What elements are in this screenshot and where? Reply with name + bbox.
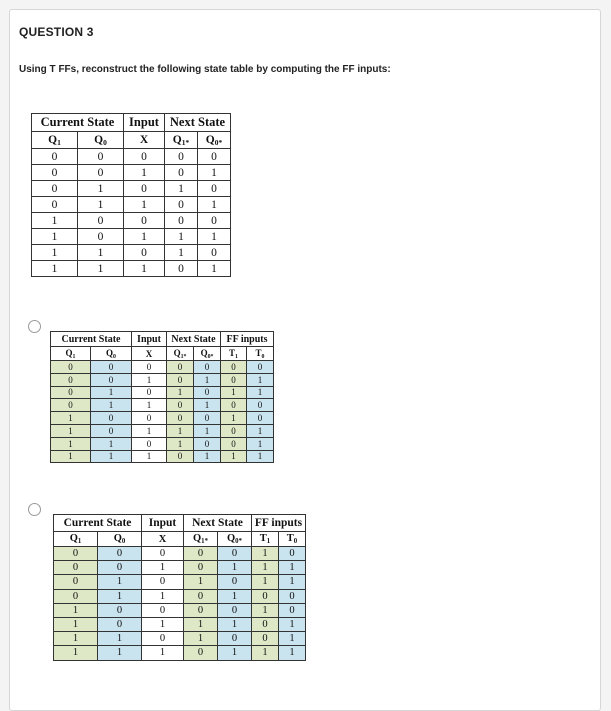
table-cell: 1 — [51, 450, 91, 463]
table-cell: 0 — [78, 229, 124, 245]
table-cell: 1 — [198, 261, 231, 277]
table-cell: 1 — [194, 373, 221, 386]
table-cell: 0 — [51, 386, 91, 399]
table-cell: 1 — [221, 412, 247, 425]
table-cell: 0 — [184, 603, 218, 617]
table-cell: 1 — [54, 603, 98, 617]
column-header: X — [142, 532, 184, 547]
table-cell: 1 — [142, 646, 184, 660]
table-row — [32, 197, 231, 213]
column-header: $Q_0$ — [91, 347, 132, 361]
table-cell: 1 — [132, 424, 167, 437]
table-cell: 1 — [51, 412, 91, 425]
table-cell: 0 — [184, 646, 218, 660]
table-cell: 0 — [221, 399, 247, 412]
table-cell: 0 — [98, 547, 142, 561]
table-cell: 0 — [32, 165, 78, 181]
table-cell: 1 — [124, 165, 165, 181]
table-cell: 1 — [184, 617, 218, 631]
table-row — [51, 450, 274, 463]
table-cell: 0 — [198, 181, 231, 197]
table-cell: 0 — [247, 412, 274, 425]
table-row — [54, 617, 306, 631]
table-cell: 1 — [247, 386, 274, 399]
table-cell: 1 — [32, 245, 78, 261]
table-row — [51, 361, 274, 374]
table-cell: 1 — [252, 561, 279, 575]
table-cell: 0 — [184, 561, 218, 575]
table-row — [54, 561, 306, 575]
table-row — [51, 373, 274, 386]
group-header-current-state: Current State — [54, 515, 142, 532]
table-cell: 0 — [98, 617, 142, 631]
table-cell: 1 — [98, 589, 142, 603]
group-header-input: Input — [124, 114, 165, 132]
table-cell: 0 — [132, 437, 167, 450]
table-cell: 0 — [194, 412, 221, 425]
table-row — [32, 261, 231, 277]
table-cell: 1 — [218, 561, 252, 575]
table-cell: 0 — [218, 603, 252, 617]
table-cell: 1 — [198, 229, 231, 245]
table-cell: 0 — [51, 373, 91, 386]
group-header-next-state: Next State — [165, 114, 231, 132]
table-cell: 0 — [279, 547, 306, 561]
table-cell: 1 — [78, 261, 124, 277]
table-row — [32, 149, 231, 165]
table-cell: 0 — [279, 589, 306, 603]
table-cell: 1 — [165, 229, 198, 245]
table-cell: 1 — [167, 386, 194, 399]
table-cell: 1 — [32, 213, 78, 229]
table-cell: 0 — [198, 245, 231, 261]
table-cell: 0 — [132, 412, 167, 425]
option-1-radio[interactable] — [28, 320, 41, 333]
table-cell: 0 — [252, 589, 279, 603]
table-cell: 1 — [51, 424, 91, 437]
table-cell: 0 — [198, 213, 231, 229]
column-header: $Q_1$ — [51, 347, 91, 361]
table-cell: 0 — [32, 181, 78, 197]
table-cell: 0 — [51, 361, 91, 374]
table-cell: 1 — [184, 575, 218, 589]
table-cell: 0 — [124, 149, 165, 165]
table-row — [51, 412, 274, 425]
table-cell: 1 — [32, 261, 78, 277]
table-cell: 0 — [91, 424, 132, 437]
table-cell: 0 — [221, 361, 247, 374]
table-cell: 1 — [198, 165, 231, 181]
table-cell: 0 — [98, 603, 142, 617]
column-header: $Q_{0*}$ — [218, 532, 252, 547]
column-header-row — [54, 532, 306, 547]
column-header-row — [32, 132, 231, 149]
option-2-body — [54, 547, 306, 661]
table-row — [51, 437, 274, 450]
table-cell: 1 — [247, 450, 274, 463]
table-cell: 1 — [124, 261, 165, 277]
table-cell: 1 — [184, 632, 218, 646]
table-cell: 0 — [279, 603, 306, 617]
table-cell: 0 — [54, 547, 98, 561]
table-cell: 1 — [252, 603, 279, 617]
table-cell: 0 — [247, 399, 274, 412]
table-cell: 1 — [78, 245, 124, 261]
table-cell: 0 — [247, 361, 274, 374]
table-cell: 0 — [194, 437, 221, 450]
table-cell: 0 — [198, 149, 231, 165]
column-header: X — [132, 347, 167, 361]
column-header: $Q_0$ — [98, 532, 142, 547]
table-cell: 1 — [132, 399, 167, 412]
table-cell: 1 — [279, 617, 306, 631]
table-cell: 1 — [54, 632, 98, 646]
table-cell: 0 — [124, 245, 165, 261]
table-cell: 0 — [167, 373, 194, 386]
column-header: $Q_{0*}$ — [194, 347, 221, 361]
table-cell: 0 — [165, 165, 198, 181]
table-cell: 1 — [132, 450, 167, 463]
table-row — [54, 547, 306, 561]
table-cell: 0 — [221, 373, 247, 386]
table-cell: 1 — [218, 646, 252, 660]
column-header: $Q_1$ — [54, 532, 98, 547]
column-header-row — [51, 347, 274, 361]
table-cell: 1 — [194, 399, 221, 412]
table-row — [51, 424, 274, 437]
group-header-ff-inputs: FF inputs — [252, 515, 306, 532]
column-header: $Q_{1*}$ — [167, 347, 194, 361]
option-2-table — [53, 514, 306, 661]
table-cell: 1 — [78, 197, 124, 213]
table-cell: 0 — [124, 181, 165, 197]
table-cell: 1 — [279, 575, 306, 589]
table-cell: 0 — [252, 617, 279, 631]
column-header: $Q_{1*}$ — [165, 132, 198, 149]
table-cell: 0 — [218, 575, 252, 589]
table-cell: 0 — [184, 589, 218, 603]
table-cell: 1 — [54, 617, 98, 631]
table-cell: 1 — [91, 450, 132, 463]
table-cell: 1 — [98, 575, 142, 589]
table-cell: 0 — [98, 561, 142, 575]
group-header-next-state: Next State — [167, 332, 221, 347]
option-2-radio[interactable] — [28, 503, 41, 516]
table-cell: 0 — [165, 213, 198, 229]
question-title: QUESTION 3 — [19, 25, 94, 39]
table-cell: 0 — [124, 213, 165, 229]
table-cell: 1 — [252, 646, 279, 660]
column-header: $Q_0$ — [78, 132, 124, 149]
table-cell: 1 — [142, 561, 184, 575]
group-header-input: Input — [132, 332, 167, 347]
state-table — [31, 113, 231, 277]
table-cell: 1 — [194, 424, 221, 437]
column-header: $T_0$ — [279, 532, 306, 547]
table-cell: 1 — [91, 399, 132, 412]
table-cell: 0 — [142, 547, 184, 561]
table-cell: 1 — [142, 589, 184, 603]
table-cell: 0 — [54, 561, 98, 575]
table-cell: 1 — [78, 181, 124, 197]
table-row — [32, 181, 231, 197]
group-header-ff-inputs: FF inputs — [221, 332, 274, 347]
table-cell: 1 — [279, 632, 306, 646]
table-cell: 0 — [54, 589, 98, 603]
table-cell: 0 — [167, 450, 194, 463]
table-cell: 0 — [221, 437, 247, 450]
option-1-table — [50, 331, 274, 463]
table-cell: 1 — [221, 450, 247, 463]
table-cell: 1 — [279, 646, 306, 660]
table-cell: 1 — [91, 437, 132, 450]
table-cell: 1 — [98, 632, 142, 646]
table-cell: 0 — [194, 361, 221, 374]
group-header-input: Input — [142, 515, 184, 532]
group-header-current-state: Current State — [51, 332, 132, 347]
table-row — [54, 575, 306, 589]
table-cell: 1 — [218, 617, 252, 631]
table-cell: 1 — [167, 424, 194, 437]
column-header: $Q_{0*}$ — [198, 132, 231, 149]
table-cell: 0 — [194, 386, 221, 399]
table-cell: 0 — [91, 412, 132, 425]
table-row — [54, 632, 306, 646]
table-row — [32, 165, 231, 181]
table-row — [51, 399, 274, 412]
table-cell: 1 — [91, 386, 132, 399]
table-cell: 0 — [51, 399, 91, 412]
table-cell: 1 — [221, 386, 247, 399]
table-cell: 0 — [167, 399, 194, 412]
table-cell: 1 — [252, 547, 279, 561]
option-1-body — [51, 361, 274, 463]
table-cell: 0 — [218, 547, 252, 561]
table-cell: 1 — [165, 181, 198, 197]
table-cell: 1 — [54, 646, 98, 660]
table-cell: 0 — [218, 632, 252, 646]
table-cell: 1 — [167, 437, 194, 450]
table-cell: 1 — [124, 229, 165, 245]
table-cell: 1 — [194, 450, 221, 463]
table-row — [51, 386, 274, 399]
table-cell: 1 — [218, 589, 252, 603]
table-cell: 1 — [132, 373, 167, 386]
table-cell: 0 — [32, 149, 78, 165]
column-header: $T_1$ — [252, 532, 279, 547]
table-cell: 0 — [132, 386, 167, 399]
table-cell: 1 — [247, 424, 274, 437]
column-header: $T_1$ — [221, 347, 247, 361]
table-row — [54, 589, 306, 603]
table-cell: 1 — [124, 197, 165, 213]
table-cell: 0 — [184, 547, 218, 561]
table-row — [32, 213, 231, 229]
table-cell: 1 — [247, 437, 274, 450]
table-cell: 0 — [221, 424, 247, 437]
table-cell: 0 — [54, 575, 98, 589]
table-cell: 1 — [98, 646, 142, 660]
table-row — [54, 603, 306, 617]
table-cell: 1 — [165, 245, 198, 261]
table-cell: 0 — [167, 412, 194, 425]
table-cell: 0 — [32, 197, 78, 213]
table-cell: 0 — [91, 361, 132, 374]
table-row — [54, 646, 306, 660]
group-header-current-state: Current State — [32, 114, 124, 132]
column-header: $T_0$ — [247, 347, 274, 361]
table-cell: 0 — [78, 149, 124, 165]
table-row — [32, 245, 231, 261]
table-cell: 0 — [165, 261, 198, 277]
group-header-next-state: Next State — [184, 515, 252, 532]
table-cell: 1 — [279, 561, 306, 575]
table-cell: 0 — [167, 361, 194, 374]
table-cell: 0 — [165, 149, 198, 165]
table-cell: 1 — [247, 373, 274, 386]
table-cell: 1 — [142, 617, 184, 631]
table-cell: 1 — [51, 437, 91, 450]
table-cell: 0 — [252, 632, 279, 646]
table-row — [32, 229, 231, 245]
column-header: X — [124, 132, 165, 149]
table-cell: 0 — [142, 603, 184, 617]
table-cell: 0 — [132, 361, 167, 374]
column-header: $Q_{1*}$ — [184, 532, 218, 547]
table-cell: 0 — [142, 575, 184, 589]
table-cell: 1 — [252, 575, 279, 589]
table-cell: 0 — [91, 373, 132, 386]
table-cell: 0 — [78, 165, 124, 181]
state-table-body — [32, 149, 231, 277]
table-cell: 0 — [142, 632, 184, 646]
question-prompt: Using T FFs, reconstruct the following state table by computing the FF inputs: — [19, 64, 391, 75]
table-cell: 0 — [78, 213, 124, 229]
table-cell: 1 — [198, 197, 231, 213]
table-cell: 1 — [32, 229, 78, 245]
column-header: $Q_1$ — [32, 132, 78, 149]
table-cell: 0 — [165, 197, 198, 213]
